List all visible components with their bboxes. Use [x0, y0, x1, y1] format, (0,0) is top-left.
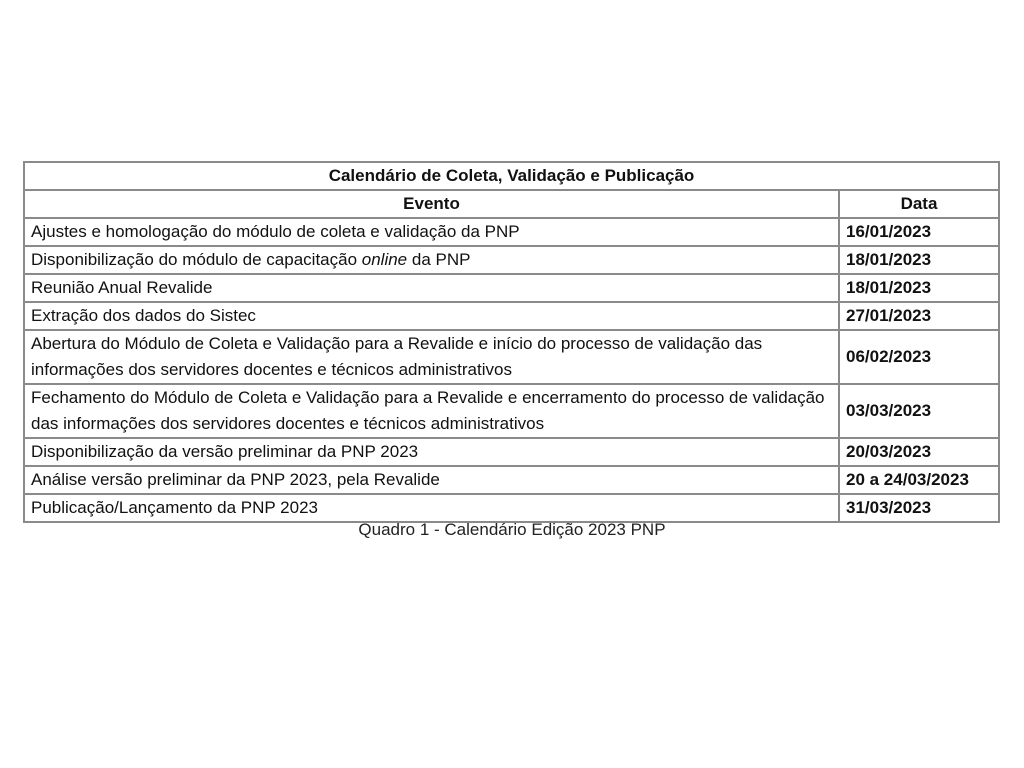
event-cell [24, 246, 839, 274]
table-row [24, 246, 999, 274]
table-title: Calendário de Coleta, Validação e Publicação [24, 162, 999, 190]
date-cell: 18/01/2023 [839, 274, 999, 302]
table-row [24, 302, 999, 330]
event-text-suffix: da PNP [407, 250, 471, 269]
table-row [24, 384, 999, 438]
table-caption: Quadro 1 - Calendário Edição 2023 PNP [358, 520, 666, 539]
table-row [24, 330, 999, 384]
event-text: Abertura do Módulo de Coleta e Validação para a Revalide e início do processo de validação das informações dos servidores docentes e técnicos administrativos [31, 334, 763, 379]
table-row [24, 274, 999, 302]
date-cell: 03/03/2023 [839, 384, 999, 438]
event-cell [24, 384, 839, 438]
header-date: Data [839, 190, 999, 218]
event-text: Fechamento do Módulo de Coleta e Validação para a Revalide e encerramento do processo de validação das informações dos servidores docentes e técnicos administrativos [31, 388, 825, 433]
event-text-italic: online [361, 250, 408, 269]
table-row [24, 218, 999, 246]
event-cell [24, 330, 839, 384]
event-text: Publicação/Lançamento da PNP 2023 [31, 498, 318, 517]
event-text: Disponibilização do módulo de capacitação [31, 250, 362, 269]
event-cell [24, 218, 839, 246]
calendar-table-container [23, 161, 998, 523]
date-cell: 27/01/2023 [839, 302, 999, 330]
event-cell [24, 466, 839, 494]
date-cell: 20 a 24/03/2023 [839, 466, 999, 494]
event-text: Extração dos dados do Sistec [31, 306, 256, 325]
table-row [24, 494, 999, 522]
table-body [24, 218, 999, 522]
table-row [24, 438, 999, 466]
calendar-table [23, 161, 1000, 523]
event-cell [24, 274, 839, 302]
table-title-row [24, 162, 999, 190]
event-text: Disponibilização da versão preliminar da PNP 2023 [31, 442, 419, 461]
table-row [24, 466, 999, 494]
event-cell [24, 438, 839, 466]
event-cell [24, 302, 839, 330]
date-cell: 18/01/2023 [839, 246, 999, 274]
header-event: Evento [24, 190, 839, 218]
date-cell: 16/01/2023 [839, 218, 999, 246]
event-text: Ajustes e homologação do módulo de coleta e validação da PNP [31, 222, 520, 241]
event-text: Análise versão preliminar da PNP 2023, pela Revalide [31, 470, 440, 489]
event-text: Reunião Anual Revalide [31, 278, 213, 297]
date-cell: 06/02/2023 [839, 330, 999, 384]
table-header-row [24, 190, 999, 218]
date-cell: 20/03/2023 [839, 438, 999, 466]
date-cell: 31/03/2023 [839, 494, 999, 522]
event-cell [24, 494, 839, 522]
